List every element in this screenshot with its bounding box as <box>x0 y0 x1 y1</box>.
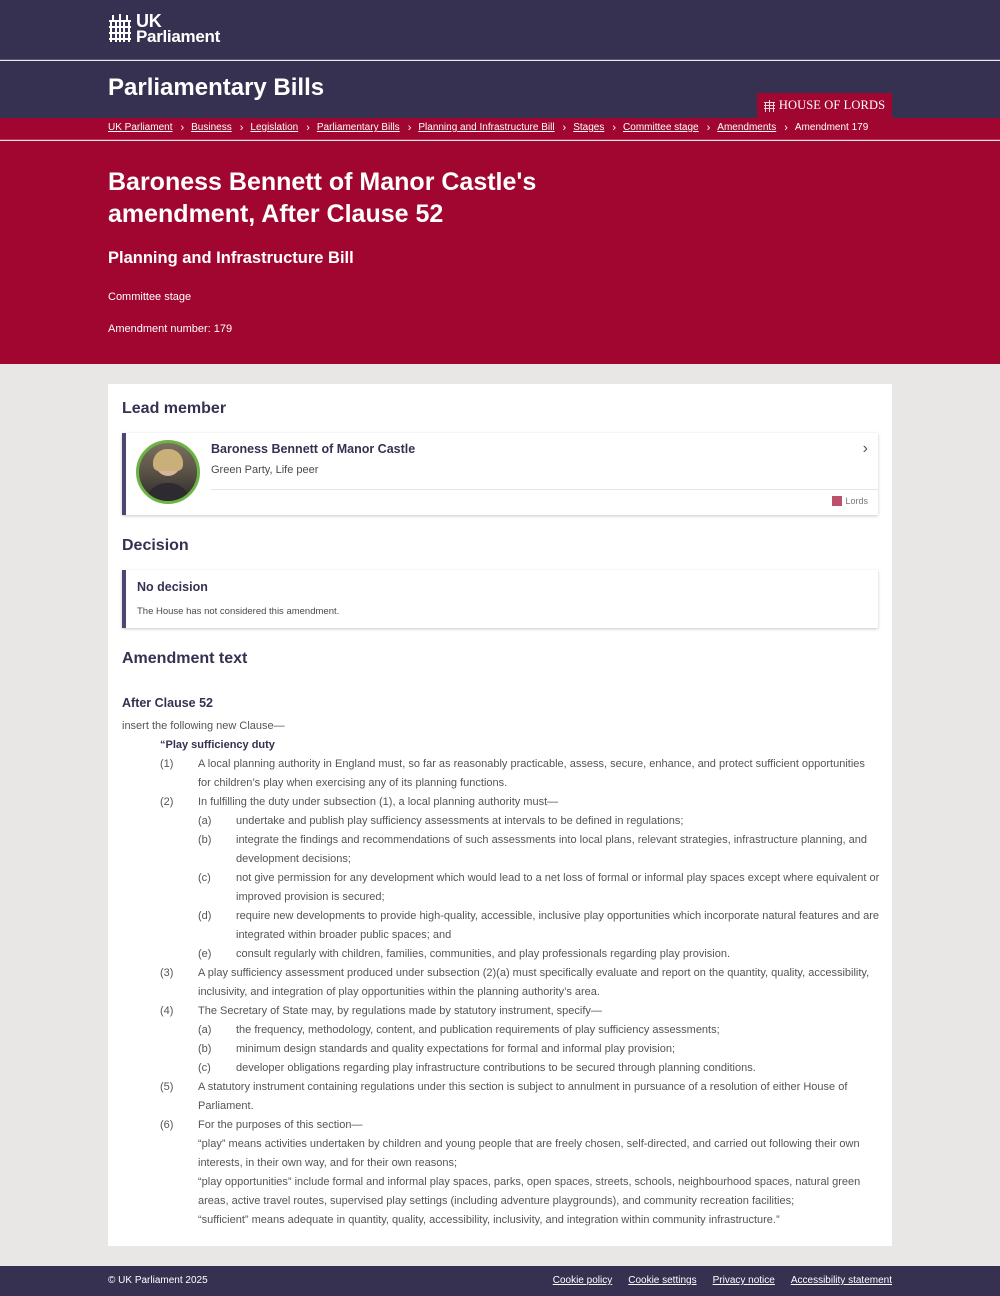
member-party: Green Party, Life peer <box>211 464 319 476</box>
site-title[interactable]: Parliamentary Bills <box>108 74 325 101</box>
breadcrumb-business[interactable]: Business <box>191 122 232 133</box>
lords-icon <box>832 496 842 506</box>
stage-label: Committee stage <box>108 291 192 303</box>
member-avatar <box>136 440 200 504</box>
breadcrumb-committee-stage[interactable]: Committee stage <box>623 122 699 133</box>
chevron-right-icon: › <box>862 440 868 457</box>
paragraph: (a) undertake and publish play sufficiency assessments at intervals to be defined in regulations; <box>198 815 684 827</box>
breadcrumb-legislation[interactable]: Legislation <box>250 122 299 133</box>
footer-link-privacy-notice[interactable]: Privacy notice <box>712 1275 775 1286</box>
amendment-number: Amendment number: 179 <box>108 323 233 335</box>
paragraph: (d) require new developments to provide high-quality, accessible, inclusive play opportunities which incorporate natural features and are integrated within broader public spaces; and <box>198 910 880 941</box>
chevron-right-icon: › <box>407 121 412 134</box>
paragraph: (c) not give permission for any development which would lead to a net loss of formal or informal play spaces except where equivalent or improved provision is secured; <box>198 872 880 903</box>
chevron-right-icon: › <box>612 121 617 134</box>
definition: “play opportunities” include formal and informal play spaces, parks, open spaces, streets, schools, neighbourhood spaces, natural green areas, active travel routes, supervised play settings (including adventure playgrounds), and community recreation facilities; <box>198 1176 861 1207</box>
amendment-text <box>122 694 880 1230</box>
breadcrumb-stages[interactable]: Stages <box>573 122 605 133</box>
clause-title: “Play sufficiency duty <box>160 739 275 751</box>
top-bar <box>0 0 1000 60</box>
paragraph: (b) minimum design standards and quality expectations for formal and informal play provision; <box>198 1043 675 1055</box>
chevron-right-icon: › <box>706 121 711 134</box>
footer-links <box>553 1275 892 1286</box>
site-title-bar <box>0 61 1000 118</box>
breadcrumb <box>0 118 1000 140</box>
paragraph: (c) developer obligations regarding play infrastructure contributions to be secured through planning conditions. <box>198 1062 756 1074</box>
member-house-label: Lords <box>845 496 868 506</box>
decision-text: The House has not considered this amendment. <box>137 606 340 617</box>
definition: “sufficient” means adequate in quantity, quality, accessibility, inclusivity, and integration within community infrastructure.” <box>198 1214 780 1226</box>
subsection: (1) A local planning authority in England must, so far as reasonably practicable, assess, secure, enhance, and protect sufficient opportunities for children’s play when exercising any of its planning functions. <box>160 758 865 789</box>
chevron-right-icon: › <box>784 121 788 134</box>
lords-portcullis-icon <box>764 100 775 112</box>
bill-title: Planning and Infrastructure Bill <box>108 249 354 267</box>
footer <box>0 1266 1000 1296</box>
main-content-card <box>108 384 892 1246</box>
chevron-right-icon: › <box>562 121 567 134</box>
portcullis-icon <box>108 14 132 44</box>
lead-member-heading: Lead member <box>122 400 227 417</box>
breadcrumb-amendments[interactable]: Amendments <box>717 122 777 133</box>
logo-line-1: UK <box>136 11 162 31</box>
member-card-divider <box>211 489 878 490</box>
footer-copyright: © UK Parliament 2025 <box>108 1275 208 1286</box>
page-title: Baroness Bennett of Manor Castle's amendment, After Clause 52 <box>108 168 537 228</box>
subsection: (3) A play sufficiency assessment produced under subsection (2)(a) must specifically evaluate and report on the quantity, quality, accessibility, inclusivity, and integration of play opportunities within the planning authority’s area. <box>160 967 870 998</box>
breadcrumb-parliamentary-bills[interactable]: Parliamentary Bills <box>316 122 400 133</box>
paragraph: (b) integrate the findings and recommendations of such assessments into local plans, relevant strategies, infrastructure planning, and development decisions; <box>198 834 868 865</box>
uk-parliament-logo[interactable] <box>108 11 220 46</box>
chevron-right-icon: › <box>306 121 310 134</box>
footer-link-accessibility[interactable]: Accessibility statement <box>790 1275 892 1286</box>
paragraph: (e) consult regularly with children, families, communities, and play professionals regarding play provision. <box>198 948 731 960</box>
amendment-insert-line: insert the following new Clause— <box>122 720 285 732</box>
paragraph: (a) the frequency, methodology, content, and publication requirements of play sufficiency assessments; <box>198 1024 720 1036</box>
house-of-lords-badge <box>757 93 892 118</box>
footer-link-cookie-settings[interactable]: Cookie settings <box>628 1275 697 1286</box>
amendment-after-clause: After Clause 52 <box>122 696 214 710</box>
amendment-text-heading: Amendment text <box>122 650 248 667</box>
logo-line-2: Parliament <box>136 27 220 46</box>
decision-card <box>122 570 878 628</box>
subsection: (5) A statutory instrument containing regulations under this section is subject to annulment in pursuance of a resolution of either House of Parliament. <box>160 1081 848 1112</box>
member-name: Baroness Bennett of Manor Castle <box>211 442 416 456</box>
logo-text <box>136 11 220 46</box>
house-badge-label: HOUSE OF LORDS <box>778 98 886 112</box>
definition: “play” means activities undertaken by children and young people that are freely chosen, self-directed, and carried out following their own interests, in their own way, and for their own reasons; <box>198 1138 860 1169</box>
chevron-right-icon: › <box>180 121 185 134</box>
member-house <box>832 496 868 506</box>
page-hero <box>0 141 1000 364</box>
breadcrumb-bill[interactable]: Planning and Infrastructure Bill <box>418 122 555 133</box>
chevron-right-icon: › <box>239 121 244 134</box>
footer-link-cookie-policy[interactable]: Cookie policy <box>552 1275 613 1286</box>
lead-member-card[interactable] <box>122 433 878 515</box>
subsection: (6) For the purposes of this section— <box>160 1119 363 1131</box>
breadcrumb-uk-parliament[interactable]: UK Parliament <box>108 122 173 133</box>
subsection: (4) The Secretary of State may, by regulations made by statutory instrument, specify— <box>160 1005 602 1017</box>
breadcrumb-current: Amendment 179 <box>794 122 869 133</box>
decision-heading: Decision <box>122 537 189 554</box>
decision-title: No decision <box>137 580 208 594</box>
subsection: (2) In fulfilling the duty under subsection (1), a local planning authority must— <box>160 796 559 808</box>
